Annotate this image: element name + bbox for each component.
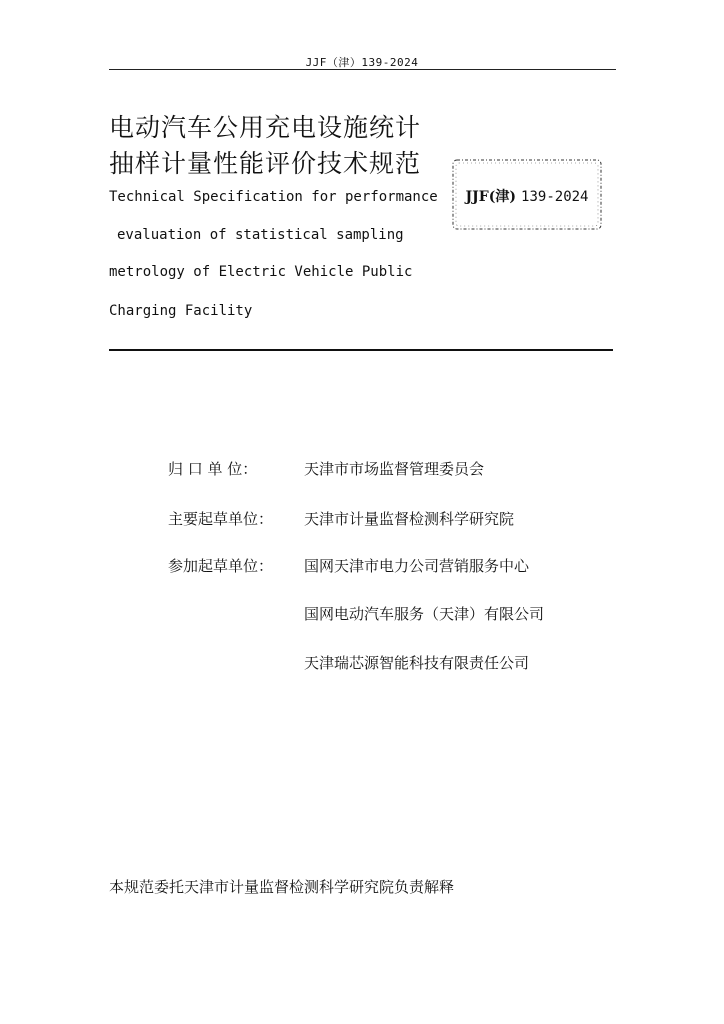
english-title-line-1: Technical Specification for performance [109, 189, 438, 205]
participant-value-2: 国网电动汽车服务（天津）有限公司 [304, 605, 545, 623]
title-divider [109, 349, 613, 351]
participant-label: 参加起草单位： [168, 557, 274, 575]
header-standard-code: JJF（津）139-2024 [305, 56, 419, 69]
owner-value: 天津市市场监督管理委员会 [304, 460, 485, 478]
standard-code-text [451, 186, 603, 206]
document-title-line-1: 电动汽车公用充电设施统计 [109, 113, 422, 142]
owner-label: 归 口 单 位： [168, 460, 258, 478]
standard-code-prefix: JJF(津) [465, 189, 516, 205]
standard-code-number: 139-2024 [521, 189, 589, 205]
standard-code-box [451, 158, 603, 231]
participant-value-3: 天津瑞芯源智能科技有限责任公司 [304, 654, 530, 672]
english-title-line-4: Charging Facility [109, 303, 253, 319]
participant-value-1: 国网天津市电力公司营销服务中心 [304, 557, 530, 575]
drafter-value: 天津市计量监督检测科学研究院 [304, 510, 515, 528]
header-divider [109, 69, 616, 70]
english-title-line-2: evaluation of statistical sampling [117, 227, 404, 243]
document-title-line-2: 抽样计量性能评价技术规范 [109, 149, 422, 178]
drafter-label: 主要起草单位： [168, 510, 274, 528]
english-title-line-3: metrology of Electric Vehicle Public [109, 264, 413, 280]
interpretation-note: 本规范委托天津市计量监督检测科学研究院负责解释 [109, 878, 455, 896]
